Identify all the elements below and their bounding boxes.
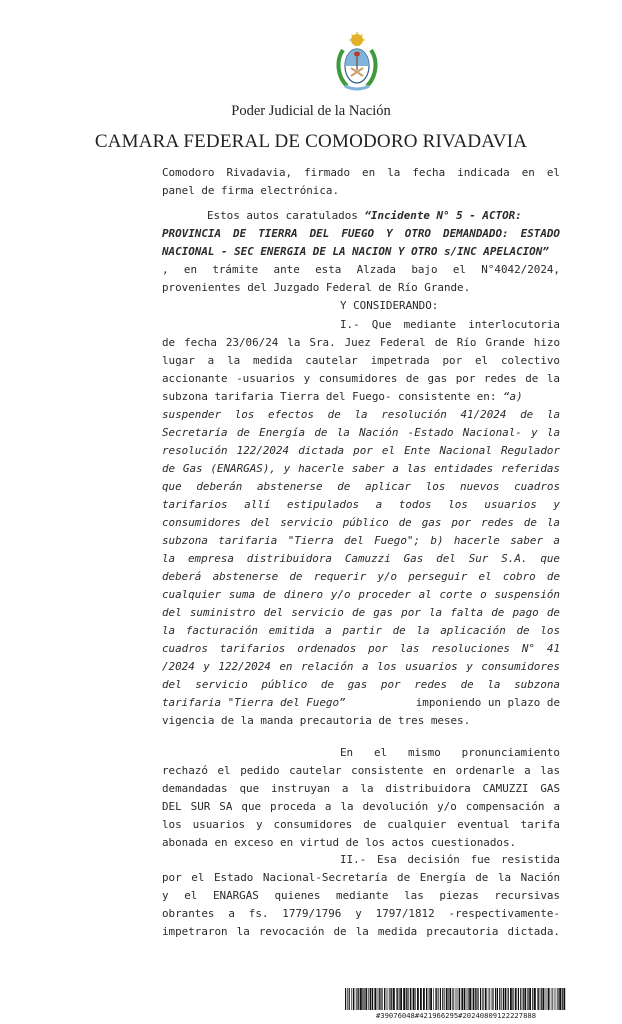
text-line: lugar a la medida cautelar impetrada por el colectivo (162, 354, 560, 367)
quoted-line: que deberán abstenerse de aplicar los nuevos cuadros (162, 480, 560, 493)
quoted-line: deberá abstenerse de requerir y/o perseguir el cobro de (162, 570, 560, 583)
text-line: Estos autos caratulados “Incidente N° 5 - ACTOR: (207, 209, 522, 222)
text-line: demandadas que instruyan a la distribuidora CAMUZZI GAS (162, 782, 560, 795)
quoted-line: cuadros tarifarios ordenados por las resoluciones N° 41 (162, 642, 560, 655)
quoted-line: subzona tarifaria "Tierra del Fuego"; b) hacerle saber a (162, 534, 560, 547)
text-line: abonada en exceso en virtud de los actos cuestionados. (162, 836, 517, 849)
text-line: provenientes del Juzgado Federal de Río Grande. (162, 281, 471, 294)
quoted-line: la empresa distribuidora Camuzzi Gas del Sur S.A. que (162, 552, 560, 565)
case-title: “Incidente N° 5 - ACTOR: (364, 209, 522, 222)
quoted-line: /2024 y 122/2024 en relación a los usuarios y consumidores (162, 660, 560, 673)
barcode-number: #39076048#421966295#20240809122227888 (375, 1011, 537, 1020)
considerando-i-paragraph (162, 316, 560, 730)
quoted-line: la facturación emitida a partir de la aplicación de los (162, 624, 560, 637)
text-line: accionante -usuarios y consumidores de gas por redes de la (162, 372, 560, 385)
text-line: de fecha 23/06/24 la Sra. Juez Federal de Río Grande hizo (162, 336, 560, 349)
institution-heading: Poder Judicial de la Nación (231, 103, 391, 119)
sun-icon (349, 32, 365, 46)
quoted-line: del servicio público de gas por redes de la subzona (162, 678, 560, 691)
barcode-icon (345, 988, 567, 1010)
case-title-line: NACIONAL - SEC ENERGIA DE LA NACION Y OTRO s/INC APELACION” (162, 245, 549, 258)
text-line: I.- Que mediante interlocutoria (340, 318, 560, 331)
quoted-line: suspender los efectos de la resolución 41/2024 de la (162, 408, 560, 421)
text-line: subzona tarifaria Tierra del Fuego- consistente en: “a) (162, 390, 523, 403)
text-line: panel de firma electrónica. (162, 184, 340, 197)
text-line: vigencia de la manda precautoria de tres meses. (162, 714, 471, 727)
text-line: y el ENARGAS quienes mediante las piezas recursivas (162, 889, 560, 902)
text-line: impetraron la revocación de la medida precautoria dictada. (162, 925, 560, 938)
quoted-line: Secretaría de Energía de la Nación -Estado Nacional- y la (162, 426, 560, 439)
court-heading: CAMARA FEDERAL DE COMODORO RIVADAVIA (94, 131, 528, 152)
quoted-line: del suministro del servicio de gas por la falta de pago de (162, 606, 560, 619)
text-line: obrantes a fs. 1779/1796 y 1797/1812 -respectivamente- (162, 907, 560, 920)
text-line: Comodoro Rivadavia, firmado en la fecha indicada en el (162, 166, 560, 179)
text-line: , en trámite ante esta Alzada bajo el N°4042/2024, (162, 263, 560, 276)
text-line: En el mismo pronunciamiento (340, 746, 560, 759)
quoted-line: resolución 122/2024 dictada por el Ente Nacional Regulador (162, 444, 560, 457)
considerando-ii-paragraph (162, 851, 560, 941)
quoted-line: cualquier suma de dinero y/o proceder al corte o suspensión (162, 588, 560, 601)
text-line: II.- Esa decisión fue resistida (340, 853, 560, 866)
case-caption-paragraph (162, 207, 560, 315)
case-title-line: PROVINCIA DE TIERRA DEL FUEGO Y OTRO DEMANDADO: ESTADO (162, 227, 560, 240)
quoted-line: tarifarios allí estipulados a todos los usuarios y (162, 498, 560, 511)
text-line: DEL SUR SA que proceda a la devolución y/o compensación a (162, 800, 560, 813)
quoted-line: de Gas (ENARGAS), y hacerle saber a las entidades referidas (162, 462, 560, 475)
text-line: rechazó el pedido cautelar consistente en ordenarle a las (162, 764, 560, 777)
quoted-line: consumidores del servicio público de gas por redes de la (162, 516, 560, 529)
rejection-paragraph (162, 744, 560, 852)
section-heading: Y CONSIDERANDO: (340, 299, 439, 312)
text-line: por el Estado Nacional-Secretaría de Energía de la Nación (162, 871, 560, 884)
coat-of-arms-icon (335, 32, 379, 92)
text-line: tarifaria "Tierra del Fuego” imponiendo un plazo de (162, 696, 560, 709)
intro-paragraph (162, 164, 560, 200)
text-line: los usuarios y consumidores de cualquier eventual tarifa (162, 818, 560, 831)
